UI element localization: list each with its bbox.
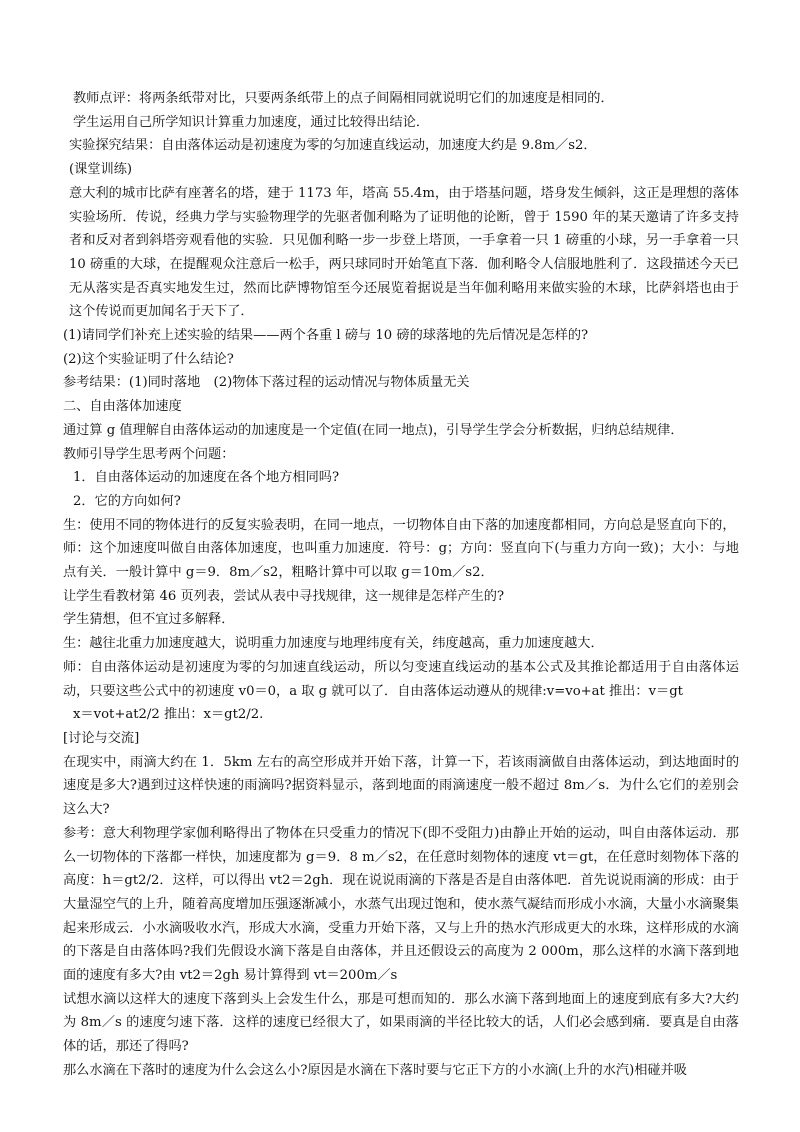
paragraph: x＝vot+at2/2 推出：x＝gt2/2. bbox=[73, 707, 264, 723]
paragraph: 二、自由落体加速度 bbox=[63, 399, 182, 415]
paragraph: 教师点评：将两条纸带对比，只要两条纸带上的点子间隔相同就说明它们的加速度是相同的． bbox=[73, 91, 614, 106]
document-body bbox=[63, 87, 739, 1083]
paragraph: (2)这个实验证明了什么结论? bbox=[63, 351, 234, 367]
paragraph: 生：使用不同的物体进行的反复实验表明，在同一地点，一切物体自由下落的加速度都相同，方向总是竖直向下的， bbox=[63, 517, 736, 533]
paragraph: 学生猜想，但不宜过多解释． bbox=[63, 612, 235, 628]
paragraph: 生：越往北重力加速度越大，说明重力加速度与地理纬度有关，纬度越高，重力加速度越大． bbox=[63, 636, 604, 652]
paragraph: 通过算 g 值理解自由落体运动的加速度是一个定值(在同一地点)，引导学生学会分析数据，归纳总结规律． bbox=[63, 422, 684, 438]
paragraph: (1)请同学们补充上述实验的结果——两个各重 l 磅与 10 磅的球落地的先后情况是怎样的? bbox=[63, 328, 589, 344]
paragraph: 师：自由落体运动是初速度为零的匀加速直线运动，所以匀变速直线运动的基本公式及其推论都适用于自由落体运动，只要这些公式中的初速度 v0＝0，a 取 g 就可以了．自由落体运动遵从的规律:v=vo+at 推出：v＝gt bbox=[63, 659, 739, 699]
paragraph: 让学生看教材第 46 页列表，尝试从表中寻找规律，这一规律是怎样产生的? bbox=[63, 588, 505, 604]
paragraph: 学生运用自己所学知识计算重力加速度，通过比较得出结论． bbox=[73, 114, 430, 130]
paragraph: 那么水滴在下落时的速度为什么会这么小?原因是水滴在下落时要与它正下方的小水滴(上升的水汽)相碰并吸 bbox=[63, 1062, 687, 1078]
paragraph: 在现实中，雨滴大约在 1．5km 左右的高空形成并开始下落，计算一下，若该雨滴做自由落体运动，到达地面时的速度是多大?遇到过这样快速的雨滴吗?据资料显示，落到地面的雨滴速度一般不超过 8m／s．为什么它们的差别会这么大? bbox=[63, 754, 739, 818]
paragraph: 意大利的城市比萨有座著名的塔，建于 1173 年，塔高 55.4m，由于塔基问题，塔身发生倾斜，这正是理想的落体实验场所．传说，经典力学与实验物理学的先驱者伽利略为了证明他的论断，曾于 1590 年的某天邀请了许多支持者和反对者到斜塔旁观看他的实验．只见伽利略一步一步登上塔顶，一手拿着一只 1 磅重的小球，另一手拿着一只 10 磅重的大球，在提醒观众注意后一松手，两只球同时开始笔直下落．伽利略令人信服地胜利了．这段描述今天已无从落实是否真实地发生过，然而比萨博物馆至今还展览着据说是当年伽利略用来做实验的木球，比萨斜塔也由于这个传说而更加闻名于天下了． bbox=[69, 185, 739, 320]
paragraph: 2．它的方向如何? bbox=[73, 493, 181, 509]
paragraph: 试想水滴以这样大的速度下落到头上会发生什么，那是可想而知的．那么水滴下落到地面上的速度到底有多大?大约为 8m／s 的速度匀速下落．这样的速度已经很大了，如果雨滴的半径比较大的话，人们必会感到痛．要真是自由落体的话，那还了得吗? bbox=[63, 991, 739, 1055]
paragraph: (课堂训练) bbox=[69, 162, 133, 178]
paragraph: 实验探究结果：自由落体运动是初速度为零的匀加速直线运动，加速度大约是 9.8m／s2． bbox=[69, 138, 597, 154]
paragraph: 参考结果：(1)同时落地 (2)物体下落过程的运动情况与物体质量无关 bbox=[63, 375, 470, 391]
paragraph: 参考：意大利物理学家伽利略得出了物体在只受重力的情况下(即不受阻力)由静止开始的运动，叫自由落体运动．那么一切物体的下落都一样快，加速度都为 g＝9．8 m／s2，在任意时刻物体的速度 vt＝gt，在任意时刻物体下落的高度：h＝gt2/2．这样，可以得出 vt2＝2gh．现在说说雨滴的下落是否是自由落体吧．首先说说雨滴的形成：由于大量湿空气的上升，随着高度增加压强逐渐减小，水蒸气出现过饱和，使水蒸气凝结而形成小水滴，大量小水滴聚集起来形成云．小水滴吸收水汽，形成大水滴，受重力开始下落，又与上升的热水汽形成更大的水珠，这样形成的水滴的下落是自由落体吗?我们先假设水滴下落是自由落体，并且还假设云的高度为 2 000m，那么这样的水滴下落到地面的速度有多大?由 vt2＝2gh 易计算得到 vt＝200m／s bbox=[63, 825, 739, 984]
paragraph: [讨论与交流] bbox=[63, 730, 140, 746]
paragraph: 教师引导学生思考两个问题： bbox=[63, 446, 235, 462]
paragraph: 师：这个加速度叫做自由落体加速度，也叫重力加速度．符号：g；方向：竖直向下(与重力方向一致)；大小：与地点有关．一般计算中 g＝9．8m／s2，粗略计算中可以取 g＝10m／s2． bbox=[63, 541, 739, 581]
paragraph: 1．自由落体运动的加速度在各个地方相同吗? bbox=[73, 470, 340, 486]
